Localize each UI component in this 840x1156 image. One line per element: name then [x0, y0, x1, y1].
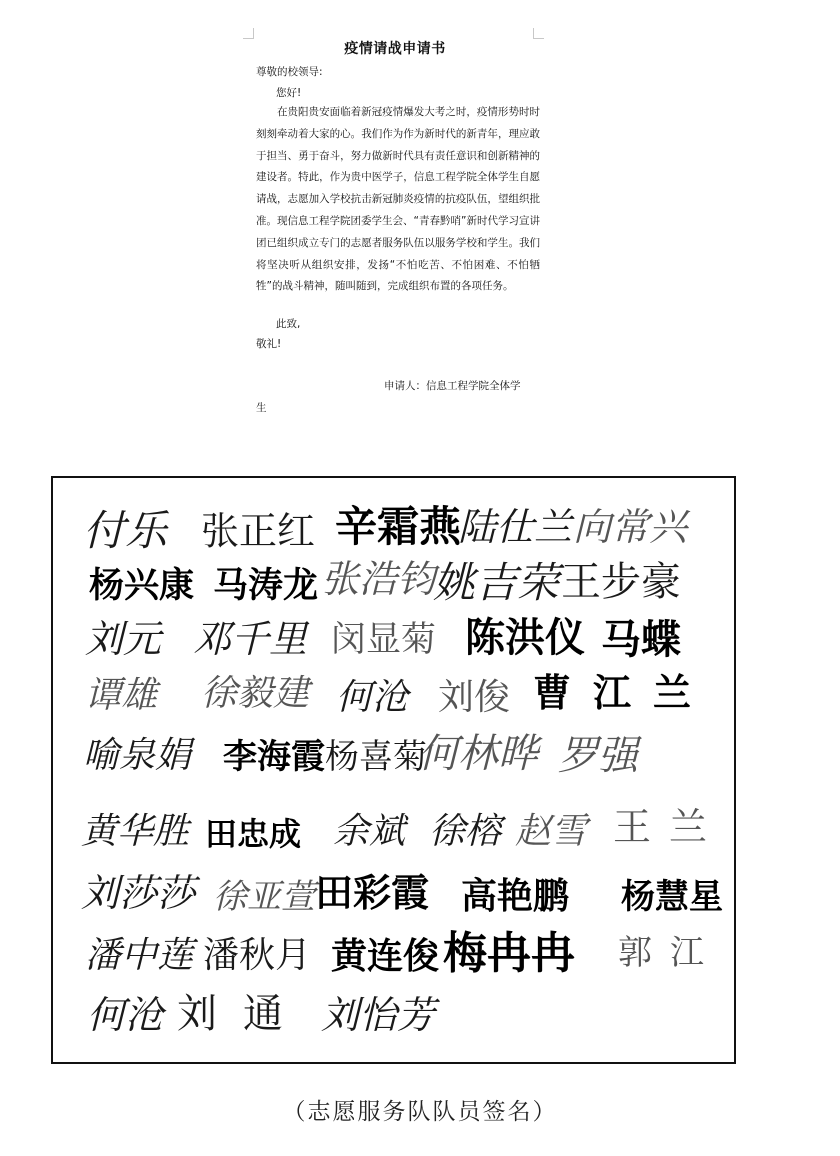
- signature: 田忠成: [205, 815, 302, 853]
- signature: 梅冉冉: [443, 928, 575, 979]
- signature: 刘俊: [438, 677, 511, 718]
- closing-line-2: 敬礼!: [256, 338, 282, 350]
- signature: 张正红: [201, 509, 316, 553]
- signature: 何沧: [336, 677, 409, 718]
- signature: 黄华胜: [81, 811, 190, 852]
- signature: 赵雪: [515, 811, 588, 852]
- signature: 刘怡芳: [321, 993, 436, 1037]
- signature: 张浩钧: [321, 557, 436, 601]
- signature: 王兰: [613, 805, 726, 849]
- signature: 姚吉荣: [433, 558, 560, 607]
- signature: 曹江兰: [533, 670, 714, 715]
- signature: 罗强: [558, 733, 638, 779]
- signature: 王步豪: [561, 559, 681, 605]
- greeting: 您好!: [276, 87, 302, 99]
- applicant-line-continued: 生: [256, 402, 267, 414]
- signature: 徐榕: [429, 811, 502, 852]
- signature: 陈洪仪: [465, 614, 585, 661]
- salutation: 尊敬的校领导:: [256, 66, 323, 78]
- signature: 谭雄: [85, 675, 158, 716]
- signature: 潘秋月: [203, 935, 312, 976]
- signature: 余斌: [333, 811, 406, 852]
- signature-box: [51, 476, 736, 1064]
- signature: 马蝶: [601, 616, 681, 663]
- signature: 刘莎莎: [81, 871, 196, 915]
- signature: 付乐: [83, 506, 168, 555]
- signature: 何林晔: [418, 731, 538, 777]
- signature: 陆仕兰: [458, 505, 573, 549]
- body-paragraph: 在贵阳贵安面临着新冠疫情爆发大考之时，疫情形势时时刻刻牵动着大家的心。我们作为作为新时代的新青年，理应敢于担当、勇于奋斗，努力做新时代具有责任意识和创新精神的建设者。特此，作为贵中医学子，信息工程学院全体学生自愿请战，志愿加入学校抗击新冠肺炎疫情的抗疫队伍，望组织批准。现信息工程学院团委学生会、“青春黔哨”新时代学习宣讲团已组织成立专门的志愿者服务队伍以服务学校和学生。我们将坚决听从组织安排，发扬“不怕吃苦、不怕困难、不怕牺牲”的战斗精神，随叫随到，完成组织布置的各项任务。: [256, 106, 540, 293]
- signature-caption: （志愿服务队队员签名）: [282, 1099, 558, 1125]
- signature: 马涛龙: [213, 565, 319, 606]
- signature: 潘中莲: [85, 935, 194, 976]
- signature: 杨喜菊: [325, 737, 427, 777]
- closing-line-1: 此致,: [276, 318, 301, 330]
- signature: 刘通: [177, 991, 309, 1037]
- signature: 杨兴康: [89, 565, 195, 606]
- signature: 喻泉娟: [83, 735, 192, 776]
- signature: 徐毅建: [201, 673, 310, 714]
- signature: 徐亚萱: [213, 877, 315, 917]
- applicant-line: 申请人：信息工程学院全体学: [384, 380, 521, 392]
- signature: 何沧: [87, 993, 164, 1037]
- signature: 刘元: [85, 617, 162, 661]
- signature: 辛霜燕: [335, 502, 462, 551]
- signature: 邓千里: [193, 617, 308, 661]
- document-title: 疫情请战申请书: [344, 41, 446, 57]
- signature: 向常兴: [573, 505, 688, 549]
- signature: 杨慧星: [621, 877, 723, 917]
- signature: 高艳鹏: [461, 875, 570, 917]
- signature: 田彩霞: [315, 870, 430, 915]
- signature: 闵显菊: [331, 620, 437, 660]
- signature: 李海霞: [223, 737, 325, 777]
- signature: 黄连俊: [331, 935, 440, 977]
- signature: 郭江: [618, 933, 722, 973]
